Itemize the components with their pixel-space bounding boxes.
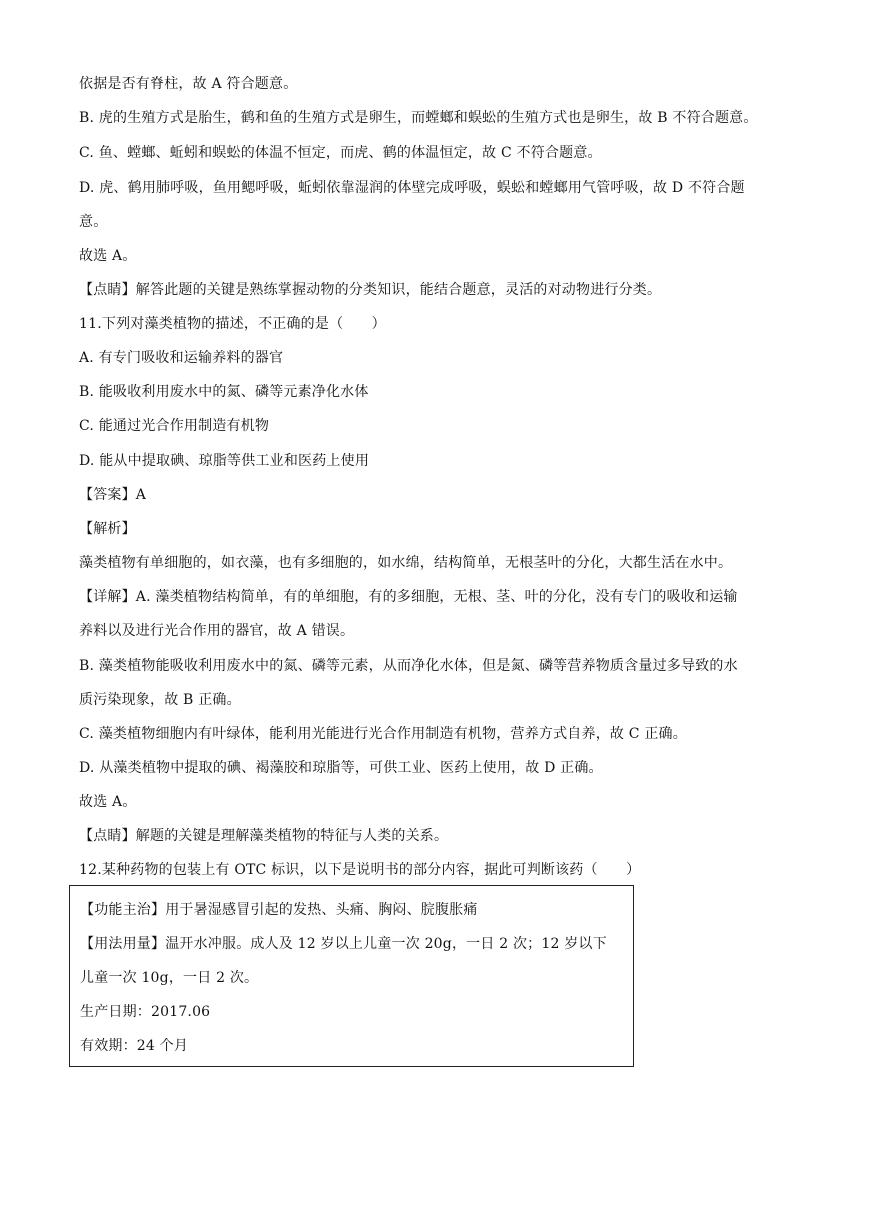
key-point: 【点睛】解答此题的关键是熟练掌握动物的分类知识，能结合题意，灵活的对动物进行分类。: [79, 282, 662, 298]
option-c-explanation: C. 鱼、螳螂、蚯蚓和蜈蚣的体温不恒定，而虎、鹤的体温恒定，故 C 不符合题意。: [79, 145, 602, 161]
question-12: 12.某种药物的包装上有 OTC 标识，以下是说明书的部分内容，据此可判断该药（ ）: [79, 862, 641, 878]
detail-b: 质污染现象，故 B 正确。: [79, 692, 241, 708]
box-line-expiry: 有效期：24 个月: [80, 1038, 189, 1054]
question-11-option-c: C. 能通过光合作用制造有机物: [79, 418, 270, 434]
question-11-option-d: D. 能从中提取碘、琼脂等供工业和医药上使用: [79, 453, 370, 469]
detail-text: 【详解】A. 藻类植物结构简单，有的单细胞，有的多细胞，无根、茎、叶的分化，没有专门的吸收和运输: [79, 589, 738, 605]
box-line-production-date: 生产日期：2017.06: [80, 1004, 211, 1020]
question-11-option-a: A. 有专门吸收和运输养料的器官: [79, 350, 284, 366]
box-line-dosage-cont: 儿童一次 10g，一日 2 次。: [80, 970, 259, 986]
question-11-option-b: B. 能吸收利用废水中的氮、磷等元素净化水体: [79, 384, 369, 400]
text-line: 意。: [79, 214, 108, 230]
box-line-indications: 【功能主治】用于暑湿感冒引起的发热、头痛、胸闷、脘腹胀痛: [80, 902, 478, 918]
answer-label: 【答案】A: [79, 487, 147, 503]
detail-text: 养料以及进行光合作用的器官，故 A 错误。: [79, 623, 355, 639]
analysis-text: 藻类植物有单细胞的，如衣藻，也有多细胞的，如水绵，结构简单，无根茎叶的分化，大都生活在水中。: [79, 555, 733, 571]
question-11: 11.下列对藻类植物的描述，不正确的是（ ）: [79, 316, 386, 332]
analysis-label: 【解析】: [79, 521, 136, 537]
option-b-explanation: B. 虎的生殖方式是胎生，鹤和鱼的生殖方式是卵生，而螳螂和蜈蚣的生殖方式也是卵生，故 B 不符合题意。: [79, 110, 758, 126]
detail-c: C. 藻类植物细胞内有叶绿体，能利用光能进行光合作用制造有机物，营养方式自养，故 C 正确。: [79, 726, 687, 742]
detail-b: B. 藻类植物能吸收利用废水中的氮、磷等元素，从而净化水体，但是氮、磷等营养物质含量过多导致的水: [79, 658, 738, 674]
medicine-instructions-box: [69, 885, 634, 1067]
key-point: 【点睛】解题的关键是理解藻类植物的特征与人类的关系。: [79, 828, 449, 844]
option-d-explanation: D. 虎、鹤用肺呼吸，鱼用鳃呼吸，蚯蚓依靠湿润的体壁完成呼吸，蜈蚣和螳螂用气管呼吸，故 D 不符合题: [79, 180, 745, 196]
detail-d: D. 从藻类植物中提取的碘、褐藻胶和琼脂等，可供工业、医药上使用，故 D 正确。: [79, 760, 603, 776]
answer-choice: 故选 A。: [79, 794, 137, 810]
box-line-dosage: 【用法用量】温开水冲服。成人及 12 岁以上儿童一次 20g，一日 2 次；12 岁以下: [80, 936, 607, 952]
answer-choice: 故选 A。: [79, 248, 137, 264]
text-line: 依据是否有脊柱，故 A 符合题意。: [79, 76, 298, 92]
